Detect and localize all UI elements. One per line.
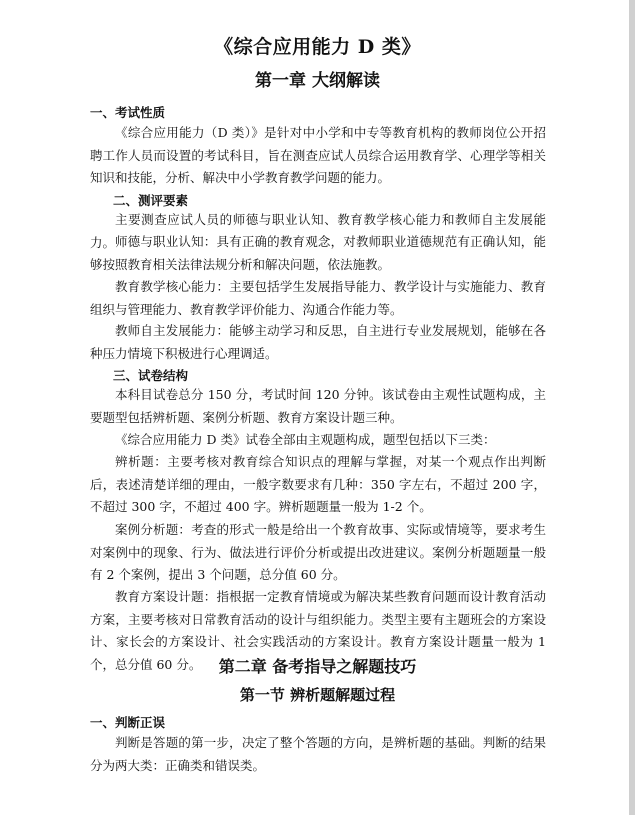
paragraph-exam-nature: 《综合应用能力（D 类）》是针对中小学和中专等教育机构的教师岗位公开招聘工作人员而设置的考试科目，旨在测查应试人员综合运用教育学、心理学等相关知识和技能，分析、解决中小学教育教学问题的能力。 xyxy=(90,125,546,185)
section-heading-judgement: 一、判断正误 xyxy=(90,715,166,730)
chapter-1-title: 第一章 大纲解读 xyxy=(255,71,380,91)
paragraph-plan-design: 教育方案设计题：指根据一定教育情境或为解决某些教育问题而设计教育活动方案，主要考核对日常教育活动的设计与组织能力。类型主要有主题班会的方案设计、家长会的方案设计、社会实践活动的方案设计。教育方案设计题量一般为 1 个，总分值 60 分。 xyxy=(90,589,546,672)
section-heading-evaluation-elements: 二、测评要素 xyxy=(113,193,189,208)
paragraph-evaluation-summary: 主要测查应试人员的师德与职业认知、教育教学核心能力和教师自主发展能力。 xyxy=(90,212,546,250)
paragraph-discrimination-question: 辨析题：主要考核对教育综合知识点的理解与掌握，对某一个观点作出判断后，表述清楚详细的理由，一般字数要求有几种：350 字左右，不超过 200 字，不超过 300 字，不超过 400 字。辨析题题量一般为 1-2 个。 xyxy=(90,454,546,514)
document-title: 《综合应用能力 D 类》 xyxy=(214,36,421,58)
paragraph-judgement: 判断是答题的第一步，决定了整个答题的方向，是辨析题的基础。判断的结果分为两大类：正确类和错误类。 xyxy=(90,735,546,773)
section-heading-exam-nature: 一、考试性质 xyxy=(90,105,166,120)
section-heading-paper-structure: 三、试卷结构 xyxy=(113,368,189,383)
page-edge-shadow xyxy=(629,0,635,815)
paragraph-question-types-intro: 《综合应用能力 D 类》试卷全部由主观题构成，题型包括以下三类： xyxy=(115,432,496,447)
paragraph-core-teaching-ability: 教育教学核心能力：主要包括学生发展指导能力、教学设计与实施能力、教育组织与管理能力、教育教学评价能力、沟通合作能力等。 xyxy=(90,279,546,317)
chapter-2-title: 第二章 备考指导之解题技巧 xyxy=(218,657,417,676)
section-1-title: 第一节 辨析题解题过程 xyxy=(239,686,396,704)
paragraph-ethics-cognition: 师德与职业认知：具有正确的教育观念，对教师职业道德规范有正确认知，能够按照教育相关法律法规分析和解决问题，依法施教。 xyxy=(90,234,546,272)
paragraph-paper-structure: 本科目试卷总分 150 分，考试时间 120 分钟。该试卷由主观性试题构成，主要题型包括辨析题、案例分析题、教育方案设计题三种。 xyxy=(90,387,546,425)
paragraph-self-development: 教师自主发展能力：能够主动学习和反思，自主进行专业发展规划，能够在各种压力情境下积极进行心理调适。 xyxy=(90,323,546,361)
paragraph-case-analysis: 案例分析题：考查的形式一般是给出一个教育故事、实际或情境等，要求考生对案例中的现象、行为、做法进行评价分析或提出改进建议。案例分析题题量一般有 2 个案例，提出 3 个问题，总分值 60 分。 xyxy=(90,522,546,582)
